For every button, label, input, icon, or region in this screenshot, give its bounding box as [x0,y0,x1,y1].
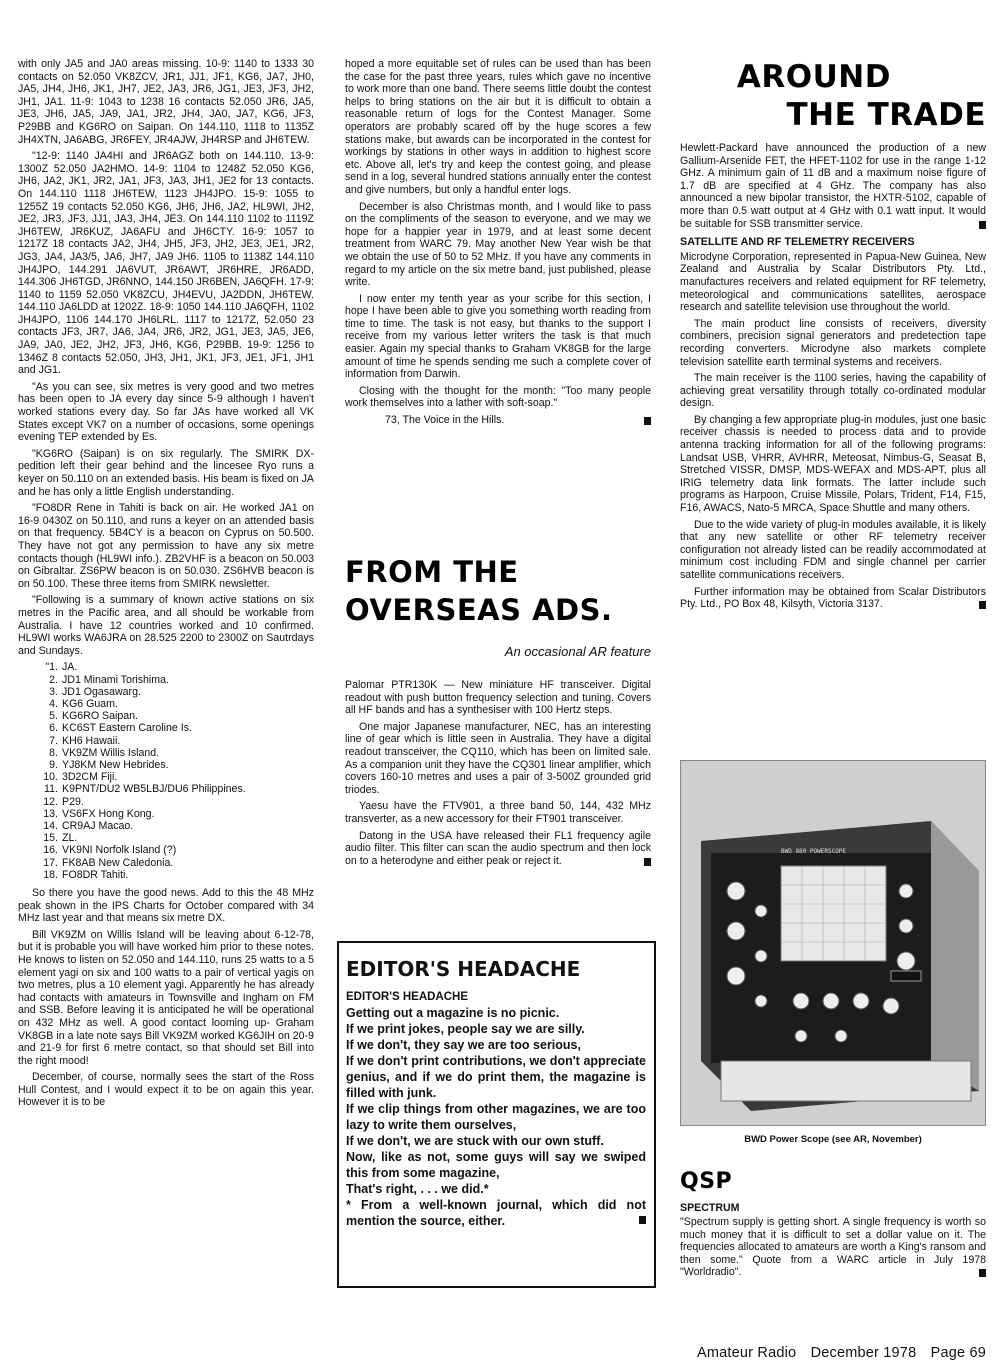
qsp-section [680,1168,986,1283]
panel-label: BWD 880 POWERSCOPE [781,848,847,855]
paragraph: Bill VK9ZM on Willis Island will be leaving about 6-12-78, but it is probable you will have worked him prior to these notes. He knows to listen on 52.050 and 144.110, runs 25 watts to a 5 element yagi on six and 100 watts to a pair of vertical yagis on two metres, plus a 10 element yagi. Apparently he has already had contacts with amateurs in Townsville and Ingham on FM and SSB. Before leaving it is anticipated he will be operational on 432 MHz as well. A good contact looming up- Graham VK8GB in a late note says Bill VK9ZM worked KG6JIH on 20-9 and 21-9 for first 6 metre contact, so that should set Bill into the right mood! [18,928,314,1067]
box-line: If we don't, we are stuck with our own stuff. [346,1134,604,1148]
paragraph: Due to the wide variety of plug-in modules available, it is likely that any new satellite or other RF telemetry receiver configuration not already listed can be readily accommodated at minimum cost including FDM and single channel per carrier satellite communications receivers. [680,518,986,581]
paragraph: I now enter my tenth year as your scribe for this section, I hope I have been able to give you something worth reading from time to time. The task is not easy, but thanks to the support I receive from my various letter writers the task is that much easier. Again my special thanks to Graham VK8GB for the large amount of time he spends sending me such a complete cover of information from Darwin. [345,292,651,381]
section-title: QSP [680,1169,733,1194]
paragraph: "FO8DR Rene in Tahiti is back on air. He worked JA1 on 16-9 0430Z on 50.110, and runs a keyer on an attended basis on that frequency. 5B4CY is a beacon on Cyprus on 50.500. They have not got any permission to have any six metre contacts though (HL9WI info.). ZB2VHF is a beacon on 50.003 on Gibraltar. ZS6PW beacon is on 50.030. ZS6HVB beacon is on 50.100. These three items from SMIRK newsletter. [18,502,314,590]
box-line: Getting out a magazine is no picnic. [346,1006,560,1020]
list-item: "1. JA. [45,661,78,674]
paragraph: hoped a more equitable set of rules can be used than has been the case for the past three years, rules which gave no incentive to work more than one band. There seems little doubt the contest helps to bring stations on the air but it is difficult to obtain a reasonable return of logs for the Contest Manager. Some operators are probably scared off by the huge scores a few stations make, but awards can be incorporated in the contest for workings by stations in other ways in addition to highest score etc. Above all, let's try and keep the contest going, and please send in a log, several hundred stations annually enter the contest and give numbers, but only a handful enter logs. [345,58,651,196]
paragraph: By changing a few appropriate plug-in modules, just one basic receiver chassis is needed to process data and to provide antenna tracking information for all of the following programs: Landsat USB, VHRR, AVHRR, Meteosat, Nimbus-G, Seasat B, Stretched VISSR, DMSP, MDS-WEFAX and MDS-APT, plus all IRIG telemetry data link formats. The latter include such programs as Harpoon, Cruise Missile, Polars, Trident, F14, F15, F16, AWACS, Nato-5 MRCA, Space Shuttle and many others. [680,413,986,515]
paragraph: "12-9: 1140 JA4HI and JR6AGZ both on 144.110. 13-9: 1300Z 52.050 JA2HMO. 14-9: 1104 to 1248Z 52.050 KG6, JH6, JA2, JK1, JR2, JA1, JF3, JA3, JH1, JE2 for 13 contacts. On 144.110 1118 JH6TEW, 1123 JH4JPO. 15-9: 1055 to 1255Z 19 contacts 52.050 KG6, JH6, JH6, JA2, HL9WI, JH2, JE2, JR3, JF3, JJ1, JA3, JH4, JE3. On 144.110 1102 to 1119Z JH6TEW, JR6KUZ, JA6AFU and JH6CTY. 16-9: 1057 to 1217Z 18 contacts JA2, JH4, JH5, JF3, JH2, JE3, JE1, JR2, JG3, JA4, JA3/5, JA6, JH7, JA9 JH6. 1105 to 1138Z 144.110 JH4JPO, 144.291 JA6VUT, JR6AWT, JR6HRE, JR6ADD, 144.306 JH6TGD, JR6NNO, 144.150 JR6BEN, JA6QFH. 17-9: 1140 to 1159 52.050 VK8ZCU, JH4EVU, JA2DDN, JH6TEW. 144.110 JA6LDD at 1202Z. 18-9: 1050 144.110 JA6QFH, 1102 JH4JPO, 1106 144.170 JH6LRL. 1117 to 1217Z, 52.050 23 contacts JF3, JR7, JA6, JA4, JR6, JR2, JG1, JE3, JA5, JE6, JA9, JA0, JE2, JH2, JF3, JH6, KG6, P29BB. 19-9: 1256 to 1346Z 8 contacts 52.050, JH3, JH1, JK1, JF3, JE1, JF1, JH1 and JG1. [18,150,314,377]
paragraph: December, of course, normally sees the start of the Ross Hull Contest, and I would expect it to be on again this year. However it is to be [18,1071,314,1109]
end-mark [644,858,651,866]
column-left [18,58,314,1113]
list-item: 10. 3D2CM Fiji. [43,771,118,784]
section-title: FROM THE OVERSEAS ADS. [345,555,613,627]
paragraph: One major Japanese manufacturer, NEC, has an interesting line of gear which is little seen in Australia. They have a digital readout transceiver, the CQ110, which has been on limited sale. As a companion unit they have the CQ301 linear amplifier, which covers 160-10 metres and uses a pair of 3-500Z grounded grid triodes. [345,720,651,796]
paragraph: "Spectrum supply is getting short. A single frequency is worth so much money that it is difficult to set a dollar value on it. The frequencies allocated to amateurs are worth a King's ransom and then some." Quote from a WARC article in July 1978 "Worldradio". [680,1216,986,1279]
paragraph: The main product line consists of receivers, diversity combiners, precision signal generators and predetection tape recording converters. Microdyne also markets complete television satellite earth terminal systems and receivers. [680,317,986,368]
list-item: 4. KG6 Guam. [49,697,118,710]
list-item: 9. YJ8KM New Hebrides. [49,758,169,771]
box-line: If we don't print contributions, we don't appreciate genius, and if we do print them, the magazine is filled with junk. [346,1054,646,1100]
list-item: 5. KG6RO Saipan. [49,710,138,723]
list-item: 7. KH6 Hawaii. [49,734,121,747]
end-mark [979,221,986,229]
list-item: 2. JD1 Minami Torishima. [49,673,169,686]
paragraph: So there you have the good news. Add to this the 48 MHz peak shown in the IPS Charts for October compared with 34 MHz last year and that means six metre DX. [18,886,314,925]
box-line: Now, like as not, some guys will say we swiped this from some magazine, [346,1150,646,1180]
oscilloscope-illustration [681,761,986,1126]
end-mark [639,1216,646,1224]
box-subheading: EDITOR'S HEADACHE [346,991,469,1003]
paragraph: "As you can see, six metres is very good and two metres has been open to JA every day since 5-9 although I haven't worked stations every day. So far JAs have worked all VK States except VK7 on a number of occasions, some openings evening TEP extended by Es. [18,380,314,444]
section-kicker: An occasional AR feature [504,644,651,659]
signature: 73, The Voice in the Hills. [345,414,651,427]
photo-caption: BWD Power Scope (see AR, November) [744,1134,922,1145]
paragraph: Datong in the USA have released their FL1 frequency agile audio filter. This filter can scan the audio spectrum and then lock on to a heterodyne and either peak or reject it. [345,829,651,867]
overseas-ads-section [345,553,651,871]
paragraph: Microdyne Corporation, represented in Papua-New Guinea, New Zealand and Australia by Scalar Distributors Pty. Ltd., manufactures receivers and related equipment for RF telemetry, meteorological and communications satellites, aerospace research and satellite television use throughout the world. [680,250,986,314]
box-line: * From a well-known journal, which did not mention the source, either. [346,1198,646,1228]
list-item: 12. P29. [43,795,84,808]
end-mark [979,1269,986,1277]
subheading: SATELLITE AND RF TELEMETRY RECEIVERS [680,236,915,249]
paragraph: Further information may be obtained from Scalar Distributors Pty. Ltd., PO Box 48, Kilsyth, Victoria 3137. [680,585,986,611]
box-line: That's right, . . . we did.* [346,1182,489,1196]
paragraph: Yaesu have the FTV901, a three band 50, 144, 432 MHz transverter, as a new accessory for their FT901 transceiver. [345,800,651,825]
end-mark [979,601,986,609]
list-item: 15. ZL. [43,832,78,845]
paragraph: The main receiver is the 1100 series, having the capability of achieving great versatility through totally co-ordinated modular design. [680,372,986,410]
subheading: SPECTRUM [680,1202,740,1214]
country-list [18,661,314,881]
list-item: 6. KC6ST Eastern Caroline Is. [49,722,192,735]
paragraph: "Following is a summary of known active stations on six metres in the Pacific area, and all should be workable from Australia. I have 12 countries worked and 10 confirmed. HL9WI works WA6JRA on 28.525 2200 to 2300Z on Sautrdays and Sundays. [18,594,314,657]
column-middle [345,58,651,431]
box-line: If we don't, they say we are too serious, [346,1038,581,1052]
list-item: 3. JD1 Ogasawarg. [49,685,141,698]
paragraph: "KG6RO (Saipan) is on six regularly. The SMIRK DX-pedition left their gear behind and the lincesee Ryo runs a keyer on 50.110 on an extended basis. His beam is fixed on JA and he has only a little English understanding. [18,447,314,498]
magazine-name: Amateur Radio [697,1345,797,1361]
end-mark [644,417,651,425]
around-the-trade-title: AROUND THE TRADE [736,59,986,133]
box-line: If we print jokes, people say we are silly. [346,1022,585,1036]
page-number: Page 69 [930,1345,986,1361]
page-footer [687,1345,986,1361]
list-item: 8. VK9ZM Willis Island. [49,746,160,759]
paragraph: Closing with the thought for the month: "Too many people work themselves into a lather with soft-soap." [345,384,651,410]
list-item: 17. FK8AB New Caledonia. [43,856,174,869]
issue-date: December 1978 [810,1345,917,1361]
list-item: 18. FO8DR Tahiti. [43,868,129,881]
paragraph: Hewlett-Packard have announced the production of a new Gallium-Arsenide FET, the HFET-1102 for use in the range 1-12 GHz. A minimum gain of 11 dB and a maximum noise figure of 1.7 dB are specified at 4 GHz. The company has also announced a new bipolar transistor, the HXTR-5102, capable of more than 0.5 watt output at 4 GHz with 0.1 watt input. It would be suitable for SSB transmitter service. [680,142,986,230]
paragraph: December is also Christmas month, and I would like to pass on the compliments of the season to everyone, and we may we hope for a happier year in 1979, and at least some decent treatment from WARC 79. May another New Year wish be that we obtain the use of 50 to 52 MHz. If you have any comments in regard to my article on the six metre band, just published, please write. [345,200,651,289]
oscilloscope-photo [680,760,986,1126]
editors-headache-box [337,941,656,1288]
list-item: 14. CR9AJ Macao. [43,819,134,832]
list-item: 13. VS6FX Hong Kong. [43,807,155,820]
box-heading: EDITOR'S HEADACHE [346,957,581,981]
paragraph: Palomar PTR130K — New miniature HF transceiver. Digital readout with push button frequency selection and tuning. Covers all HF bands and has a synthesiser with 100 Hertz steps. [345,679,651,717]
paragraph: with only JA5 and JA0 areas missing. 10-9: 1140 to 1333 30 contacts on 52.050 VK8ZCV, JR1, JJ1, JF1, KG6, JA7, JH0, JA5, JH4, JH6, JK1, JH7, JE2, JA3, JR6, JG1, JE3, JF3, JH2, JH1, JA1. 11-9: 1043 to 1238 16 contacts 52.050 JR6, JA5, JE3, JH6, JA5, JA9, JA1, JR2, JH4, JA0, JA7, KG6, JF3, P29BB and KG6RO on Saipan. On 144.110, 1118 to 1135Z JH4XTN, JA6ABG, JR6FEY, JR4AJW, JH4RSP and JH6TEW. [18,58,314,146]
list-item: 16. VK9NI Norfolk Island (?) [43,844,177,857]
box-line: If we clip things from other magazines, we are too lazy to write them ourselves, [346,1102,646,1132]
column-right [680,142,986,615]
list-item: 11. K9PNT/DU2 WB5LBJ/DU6 Philippines. [44,783,246,796]
